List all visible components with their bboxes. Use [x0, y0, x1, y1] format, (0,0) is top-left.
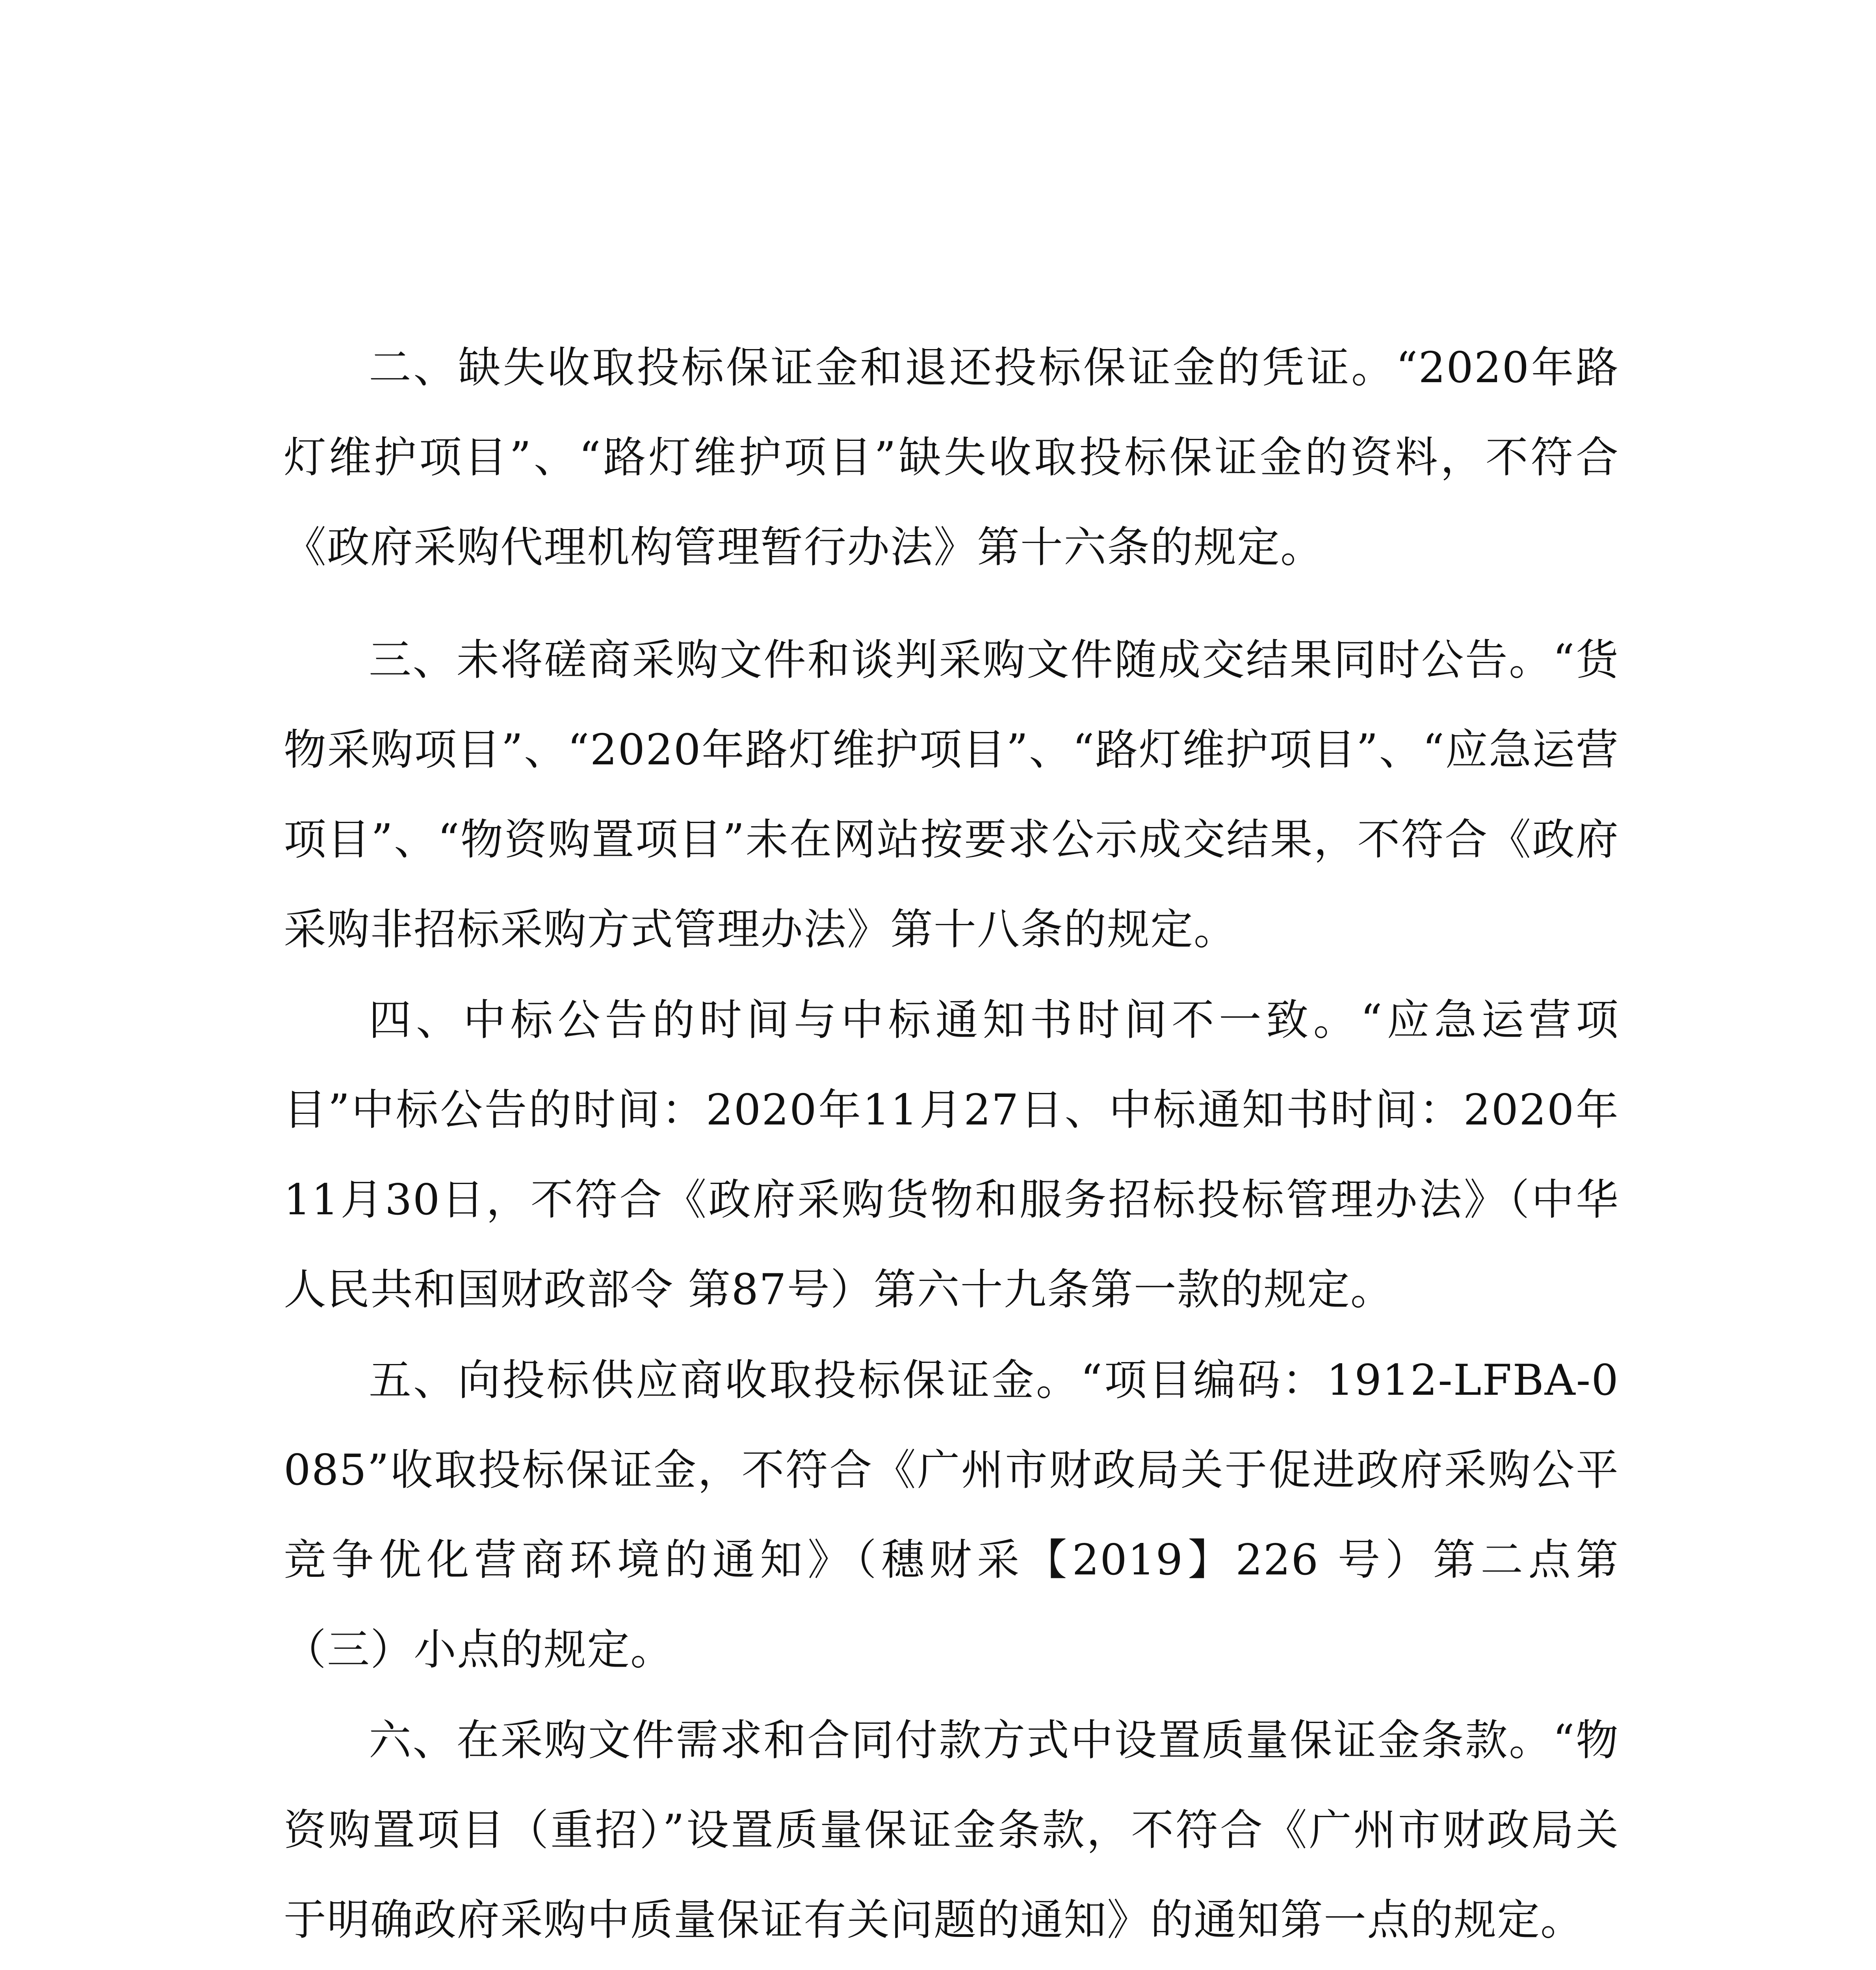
- paragraph-item-6: 六、在采购文件需求和合同付款方式中设置质量保证金条款。“物资购置项目（重招）”设置质量保证金条款，不符合《广州市财政局关于明确政府采购中质量保证有关问题的通知》的通知第一点的规定。: [284, 1716, 1619, 1945]
- document-body: [284, 323, 1619, 1970]
- paragraph-item-4: 四、中标公告的时间与中标通知书时间不一致。“应急运营项目”中标公告的时间：2020年11月27日、中标通知书时间：2020年11月30日，不符合《政府采购货物和服务招标投标管理办法》（中华人民共和国财政部令 第87号）第六十九条第一款的规定。: [284, 996, 1619, 1314]
- paragraph-item-2: 二、缺失收取投标保证金和退还投标保证金的凭证。“2020年路灯维护项目”、“路灯维护项目”缺失收取投标保证金的资料，不符合《政府采购代理机构管理暂行办法》第十六条的规定。: [284, 343, 1619, 572]
- paragraph-item-5: 五、向投标供应商收取投标保证金。“项目编码：1912-LFBA-0085”收取投标保证金，不符合《广州市财政局关于促进政府采购公平竞争优化营商环境的通知》（穗财采【2019】226 号）第二点第（三）小点的规定。: [284, 1356, 1619, 1674]
- paragraph-item-3: 三、未将磋商采购文件和谈判采购文件随成交结果同时公告。“货物采购项目”、“2020年路灯维护项目”、“路灯维护项目”、“应急运营项目”、“物资购置项目”未在网站按要求公示成交结果，不符合《政府采购非招标采购方式管理办法》第十八条的规定。: [284, 636, 1619, 954]
